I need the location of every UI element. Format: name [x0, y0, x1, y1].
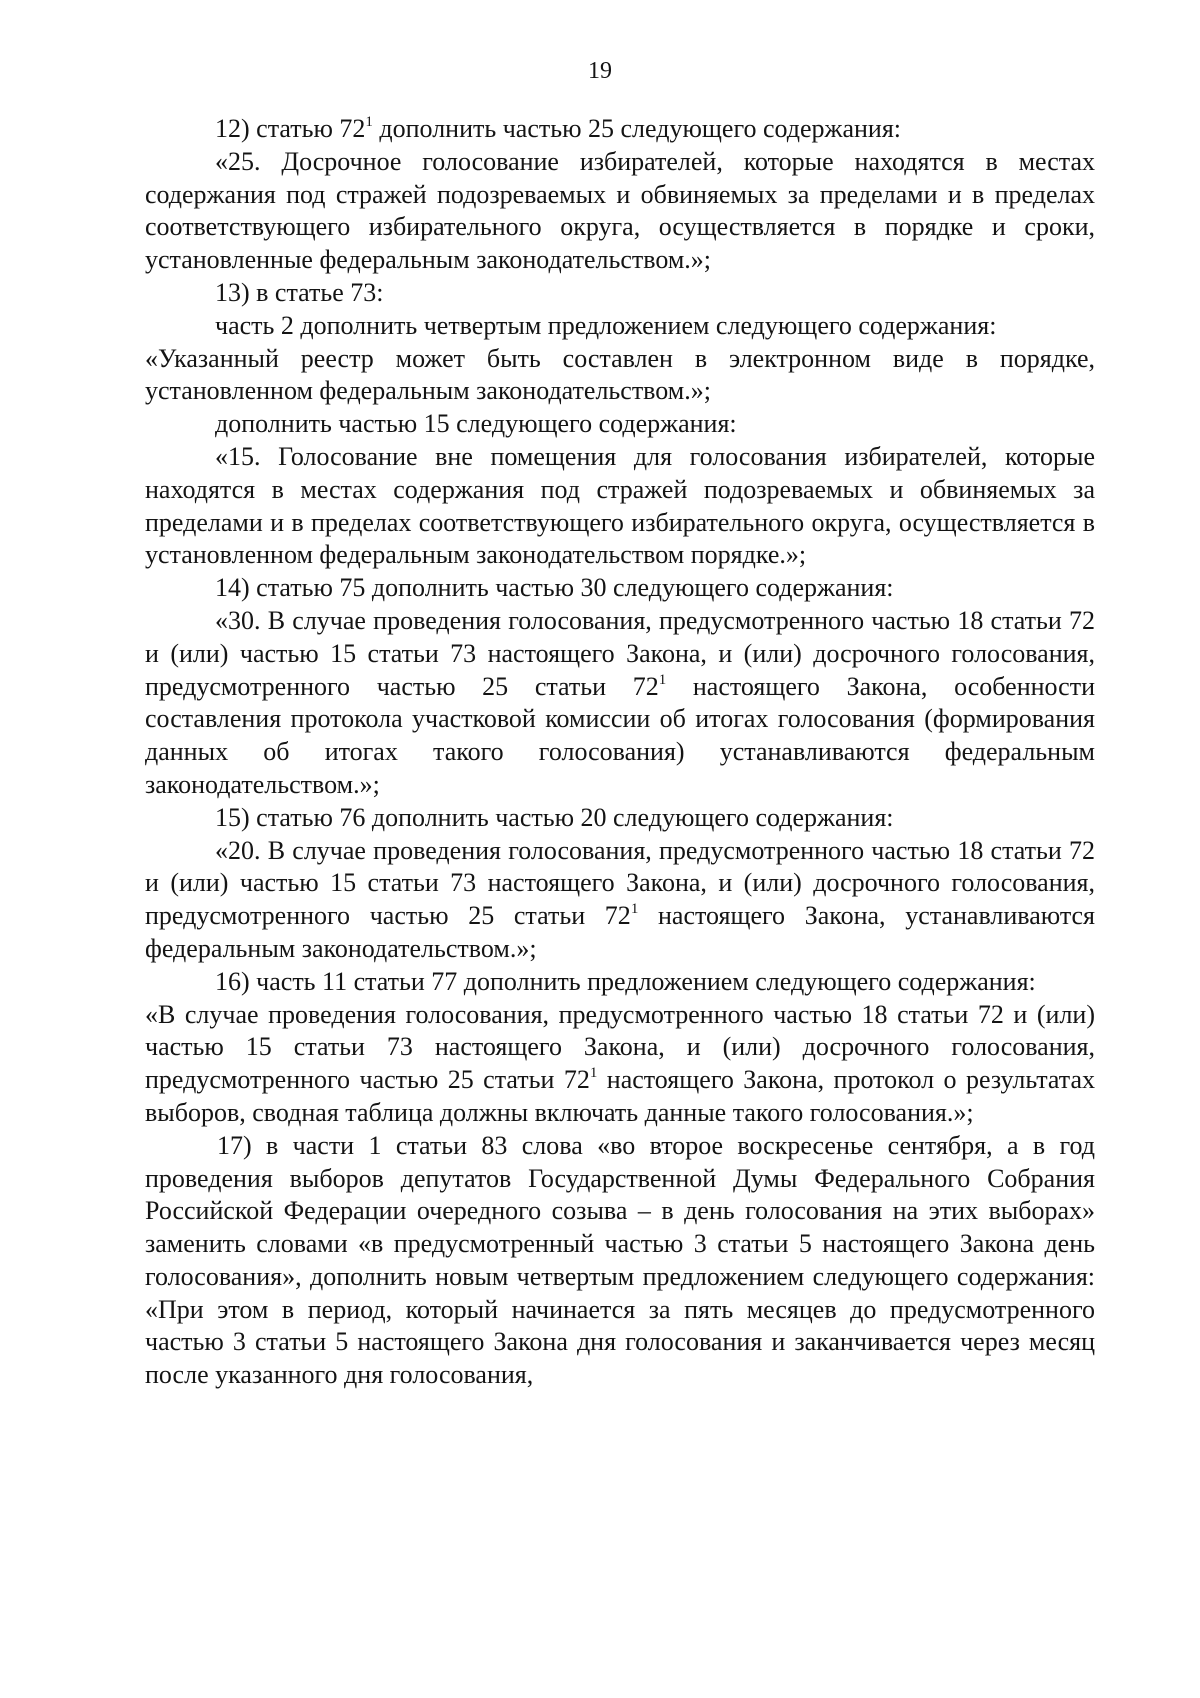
paragraph-item-16: 16) часть 11 статьи 77 дополнить предложением следующего содержания: [215, 966, 1036, 996]
page-number: 19 [588, 58, 612, 84]
paragraph-quote-registry: «Указанный реестр может быть составлен в электронном виде в порядке, установленном федеральным законодательством.»; [145, 343, 1095, 406]
paragraph-quote-25: «25. Досрочное голосование избирателей, которые находятся в местах содержания под стражей подозреваемых и обвиняемых за пределами и в пределах соответствующего избирательного округа, осуществляется в порядке и сроки, установленные федеральным законодательством.»; [145, 146, 1095, 275]
paragraph-text: настоящего Закона, устанавливаются федеральным законодательством.»; [145, 901, 1096, 963]
paragraph-text: 12) статью 72 [215, 114, 366, 143]
paragraph-amend-part-15: дополнить частью 15 следующего содержания: [215, 409, 737, 439]
superscript: 1 [589, 1065, 598, 1082]
paragraph-quote-15: «15. Голосование вне помещения для голосования избирателей, которые находятся в местах содержания под стражей подозреваемых и обвиняемых за пределами и в пределах соответствующего избирательного округа, осуществляется в установленном федеральным законодательством порядке.»; [145, 441, 1095, 570]
paragraph-item-13: 13) в статье 73: [215, 277, 384, 307]
paragraph-quote-77 [145, 999, 1095, 1130]
paragraph-item-17: 17) в части 1 статьи 83 слова «во второе воскресенье сентября, а в год проведения выборов депутатов Государственной Думы Федерального Собрания Российской Федерации очередного созыва – в день голосования на этих выборах» заменить словами «в предусмотренный частью 3 статьи 5 настоящего Закона день голосования», дополнить новым четвертым предложением следующего содержания: «При этом в период, который начинается за пять месяцев до предусмотренного частью 3 статьи 5 настоящего Закона дня голосования и заканчивается через месяц после указанного дня голосования, [145, 1130, 1095, 1390]
paragraph-item-15: 15) статью 76 дополнить частью 20 следующего содержания: [215, 802, 894, 832]
paragraph-text: «30. В случае проведения голосования, предусмотренного частью 18 статьи 72 и (или) частью 15 статьи 73 настоящего Закона, и (или) досрочного голосования, предусмотренного частью 25 статьи 72 [145, 605, 1095, 701]
paragraph-quote-20 [145, 835, 1095, 966]
paragraph-quote-30 [145, 605, 1095, 802]
superscript: 1 [658, 671, 667, 688]
paragraph-item-12 [145, 113, 1095, 146]
paragraph-text: настоящего Закона, особенности составления протокола участковой комиссии об итогах голосования (формирования данных об итогах такого голосования) устанавливаются федеральным законодательством.»; [145, 671, 1095, 799]
paragraph-text: «В случае проведения голосования, предусмотренного частью 18 статьи 72 и (или) частью 15 статьи 73 настоящего Закона, и (или) досрочного голосования, предусмотренного частью 25 статьи 72 [145, 999, 1095, 1095]
superscript: 1 [365, 114, 373, 130]
superscript: 1 [630, 901, 639, 918]
paragraph-item-14: 14) статью 75 дополнить частью 30 следующего содержания: [215, 573, 894, 603]
paragraph-text: дополнить частью 25 следующего содержания: [372, 114, 902, 143]
paragraph-amend-part-2: часть 2 дополнить четвертым предложением следующего содержания: [215, 310, 997, 340]
document-body [145, 113, 1095, 1392]
paragraph-text: настоящего Закона, протокол о результатах выборов, сводная таблица должны включать данные такого голосования.»; [145, 1065, 1096, 1127]
paragraph-text: «20. В случае проведения голосования, предусмотренного частью 18 статьи 72 и (или) частью 15 статьи 73 настоящего Закона, и (или) досрочного голосования, предусмотренного частью 25 статьи 72 [145, 835, 1095, 931]
